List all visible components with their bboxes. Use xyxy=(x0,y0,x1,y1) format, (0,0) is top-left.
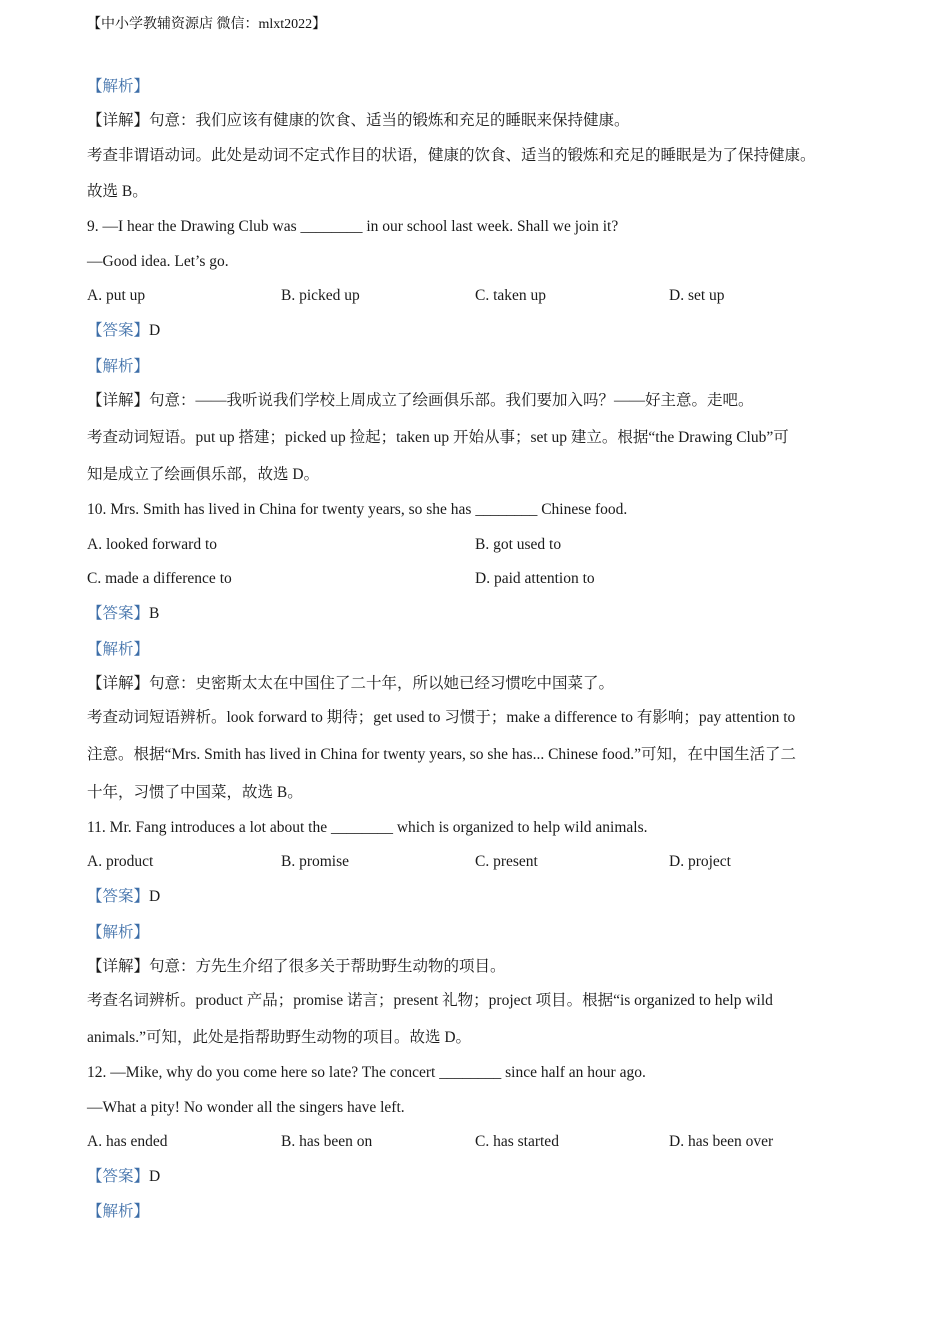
q10-explain-1: 考查动词短语辨析。look forward to 期待；get used to 习惯于；make a difference to 有影响；pay attention to xyxy=(87,709,796,726)
q10-analysis-tag xyxy=(87,640,149,660)
q9-explain-2: 知是成立了绘画俱乐部，故选 D。 xyxy=(87,466,320,483)
answer-label: 【答案】 xyxy=(87,888,150,905)
q11-analysis-tag xyxy=(87,923,149,943)
q8-detail xyxy=(87,111,630,131)
q10-answer-value: B xyxy=(149,605,160,622)
answer-label: 【答案】 xyxy=(87,322,150,339)
q10-option-d: D. paid attention to xyxy=(475,570,595,587)
q11-detail xyxy=(87,957,506,977)
q11-option-d: D. project xyxy=(669,853,731,870)
q9-option-b: B. picked up xyxy=(281,287,360,304)
detail-label: 【详解】 xyxy=(87,958,150,975)
detail-label: 【详解】 xyxy=(87,392,150,409)
q11-answer-value: D xyxy=(149,888,161,905)
q10-option-b: B. got used to xyxy=(475,536,562,553)
q10-option-a: A. looked forward to xyxy=(87,536,217,553)
q11-answer xyxy=(87,887,160,907)
q8-explain-2: 故选 B。 xyxy=(87,183,148,200)
q9-detail-text: 句意：——我听说我们学校上周成立了绘画俱乐部。我们要加入吗？——好主意。走吧。 xyxy=(149,392,754,409)
q9-answer-value: D xyxy=(149,322,161,339)
q12-stem: 12. —Mike, why do you come here so late? The concert ________ since half an hour ago. xyxy=(87,1064,646,1081)
page-header: 【中小学教辅资源店 微信：mlxt2022】 xyxy=(87,17,327,32)
q12-option-a: A. has ended xyxy=(87,1133,168,1150)
detail-label: 【详解】 xyxy=(87,112,150,129)
q9-analysis-tag xyxy=(87,357,149,377)
analysis-label: 【解析】 xyxy=(87,924,150,941)
q10-option-c: C. made a difference to xyxy=(87,570,232,587)
analysis-tag xyxy=(87,77,149,97)
q11-option-c: C. present xyxy=(475,853,538,870)
q12-option-d: D. has been over xyxy=(669,1133,774,1150)
q10-explain-2: 注意。根据“Mrs. Smith has lived in China for twenty years, so she has... Chinese food.”可知，在中国生活了二 xyxy=(87,746,797,763)
q12-answer xyxy=(87,1167,160,1187)
q11-explain-1: 考查名词辨析。product 产品；promise 诺言；present 礼物；project 项目。根据“is organized to help wild xyxy=(87,992,773,1009)
q9-stem: 9. —I hear the Drawing Club was ________ in our school last week. Shall we join it? xyxy=(87,218,619,235)
analysis-label: 【解析】 xyxy=(87,78,150,95)
q12-option-c: C. has started xyxy=(475,1133,559,1150)
detail-label: 【详解】 xyxy=(87,675,150,692)
answer-label: 【答案】 xyxy=(87,1168,150,1185)
q10-stem: 10. Mrs. Smith has lived in China for twenty years, so she has ________ Chinese food. xyxy=(87,501,628,518)
analysis-label: 【解析】 xyxy=(87,1203,150,1220)
q9-option-d: D. set up xyxy=(669,287,725,304)
q9-reply: —Good idea. Let’s go. xyxy=(87,253,229,270)
q11-detail-text: 句意：方先生介绍了很多关于帮助野生动物的项目。 xyxy=(149,958,506,975)
q9-answer xyxy=(87,321,160,341)
q8-explain-1: 考查非谓语动词。此处是动词不定式作目的状语，健康的饮食、适当的锻炼和充足的睡眠是为了保持健康。 xyxy=(87,147,816,164)
q8-detail-text: 句意：我们应该有健康的饮食、适当的锻炼和充足的睡眠来保持健康。 xyxy=(149,112,630,129)
q11-explain-2: animals.”可知，此处是指帮助野生动物的项目。故选 D。 xyxy=(87,1029,472,1046)
q11-option-a: A. product xyxy=(87,853,154,870)
q12-answer-value: D xyxy=(149,1168,161,1185)
q9-option-c: C. taken up xyxy=(475,287,547,304)
q10-explain-3: 十年，习惯了中国菜，故选 B。 xyxy=(87,784,303,801)
analysis-label: 【解析】 xyxy=(87,358,150,375)
analysis-label: 【解析】 xyxy=(87,641,150,658)
q12-reply: —What a pity! No wonder all the singers have left. xyxy=(87,1099,405,1116)
q9-explain-1: 考查动词短语。put up 搭建；picked up 捡起；taken up 开始从事；set up 建立。根据“the Drawing Club”可 xyxy=(87,429,789,446)
q11-stem: 11. Mr. Fang introduces a lot about the ________ which is organized to help wild animals. xyxy=(87,819,648,836)
q9-detail xyxy=(87,391,754,411)
q12-option-b: B. has been on xyxy=(281,1133,373,1150)
q9-option-a: A. put up xyxy=(87,287,146,304)
q11-option-b: B. promise xyxy=(281,853,350,870)
q10-detail-text: 句意：史密斯太太在中国住了二十年，所以她已经习惯吃中国菜了。 xyxy=(149,675,615,692)
q12-analysis-tag xyxy=(87,1202,149,1222)
q10-detail xyxy=(87,674,614,694)
answer-label: 【答案】 xyxy=(87,605,150,622)
q10-answer xyxy=(87,604,159,624)
